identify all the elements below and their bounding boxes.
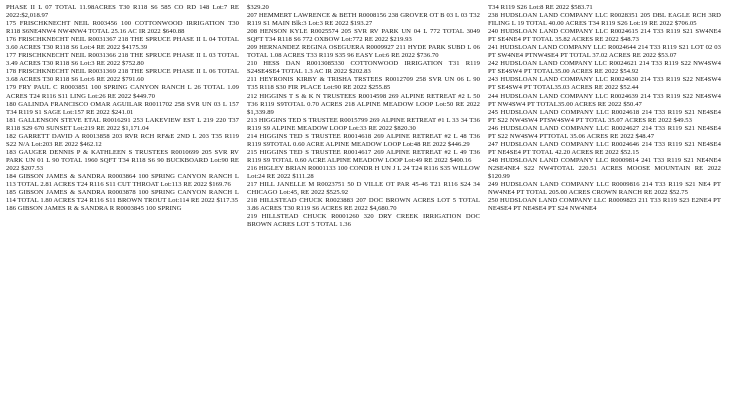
text-column-1 xyxy=(6,4,247,400)
listing-entry: 249 HUDSLOAN LAND COMPANY LLC R0009816 214 T33 R119 S21 NE4 PT NW4NE4 PT TOTAL 205.00 ACRES CROWN RANCH RE 2022 $52.75 xyxy=(488,181,721,197)
listing-entry: 179 FRY PAUL C R0003851 100 SPRING CANYON RANCH L 26 TOTAL 1.09 ACRES T24 R116 S11 LING Lot:26 RE 2022 $449.70 xyxy=(6,84,239,100)
listing-entry: 208 HENSON KYLE R0025574 205 SVR RV PARK UN 04 L 772 TOTAL 3049 SQFT T34 R118 S6 772 OXBOW Lot:772 RE 2022 $219.93 xyxy=(247,28,480,44)
listing-entry: 186 GIBSON JAMES R & SANDRA R R0003845 100 SPRING xyxy=(6,205,182,213)
listing-entry: 218 HILLSTEAD CHUCK R0023883 207 DOC BROWN ACRES LOT 5 TOTAL 3.86 ACRES T30 R119 S6 ACRES RE 2022 $4,680.70 xyxy=(247,197,480,213)
text-column-2 xyxy=(247,4,488,400)
listing-entry: 209 HERNANDEZ REGINA OSEGUERA R0009927 211 HYDE PARK SUBD L 06 TOTAL 1.08 ACRES T33 R119 S35 96 EASY Lot:6 RE 2022 $736.70 xyxy=(247,44,480,60)
listing-entry: 211 HEYRONIS KIRBY & TRISHA TRSTEES R0012709 258 SVR UN 06 L 90 T35 R118 S30 FIR PLACE Lot:90 RE 2022 $255.85 xyxy=(247,76,480,92)
listing-entry: 240 HUDSLOAN LAND COMPANY LLC R0024615 214 T33 R119 S21 SW4NE4 PT SE4NE4 PT TOTAL 35.82 ACRES RE 2022 $48.73 xyxy=(488,28,721,44)
listing-entry: 248 HUDSLOAN LAND COMPANY LLC R0009814 241 T33 R119 S21 NE4NE4 N2SE4NE4 S22 NW4TOTAL 220.51 ACRES MOOSE MOUNTAIN RE 2022 $120.99 xyxy=(488,156,721,180)
listing-entry: 243 HUDSLOAN LAND COMPANY LLC R0024630 214 T33 R119 S22 NE4SW4 PT SE4SW4 PT TOTAL35.03 ACRES RE 2022 $52.44 xyxy=(488,76,721,92)
listing-entry: 245 HUDSLOAN LAND COMPANY LLC R0024618 214 T33 R119 S21 NE4SE4 PT S22 NW4SW4 PTSW4SW4 PT TOTAL 35.07 ACRES RE 2022 $49.53 xyxy=(488,108,721,124)
listing-entry: 250 HUDSLOAN LAND COMPANY LLC R0009823 211 T33 R119 S23 E2NE4 PT NE4SE4 PT NE4SE4 PT S24 NW4NE4 xyxy=(488,197,721,213)
listing-entry: 183 GAUGER DENNIS P & KATHLEEN S TRUSTEES R0010699 205 SVR RV PARK UN 01 L 90 TOTAL 1960 SQFT T34 R118 S6 90 BUCKBOARD Lot:90 RE 2022 $207.53 xyxy=(6,148,239,172)
listing-entry: 176 FRISCHKNECHT NEIL R0031367 218 THE SPRUCE PHASE II L 04 TOTAL 3.60 ACRES T30 R118 S6 Lot:4 RE 2022 $4175.39 xyxy=(6,36,239,52)
listing-entry: 216 HIGLEY BRIAN R0001133 100 CONDR H UN J L 24 T24 R116 S35 WILLOW Lot:24 RE 2022 $111.28 xyxy=(247,164,480,180)
listing-entry: 213 HIGGINS TED S TRUSTEE R0015799 269 ALPINE RETREAT #1 L 33 34 T36 R119 S9 ALPINE MEADOW LOOP Lot:33 RE 2022 $820.30 xyxy=(247,116,480,132)
listing-entry: 180 GALINDA FRANCISCO OMAR AGUILAR R0011702 258 SVR UN 03 L 157 T34 R119 S1 SAGE Lot:157 RE 2022 $241.01 xyxy=(6,100,239,116)
listing-entry: 182 GARRETT DAVID A R0013858 203 RVR RCH RF&E 2ND L 203 T35 R119 S22 N/A Lot:203 RE 2022 $462.12 xyxy=(6,132,239,148)
text-column-3 xyxy=(488,4,729,400)
listing-entry: PHASE II L 07 TOTAL 11.98ACRES T30 R118 S6 585 CO RD 148 Lot:7 RE 2022:$2,018.97 xyxy=(6,4,239,20)
listing-entry: 215 HIGGINS TED S TRUSTEE R0014617 269 ALPINE RETREAT #2 L 49 T36 R119 S9 TOTAL 0.60 ACRE ALPINE MEADOW LOOP Lot:49 RE 2022 $400.16 xyxy=(247,148,480,164)
listing-entry: 244 HUDSLOAN LAND COMPANY LLC R0024639 214 T33 R119 S22 NE4SW4 PT NW4SW4 PT TOTAL35.00 ACRES RE 2022 $50.47 xyxy=(488,92,721,108)
listing-entry: 246 HUDSLOAN LAND COMPANY LLC R0024627 214 T33 R119 S21 NE4SE4 PT S22 NW4SW4 PTTOTAL 35.06 ACRES RE 2022 $48.47 xyxy=(488,124,721,140)
listing-entry: 210 HESS DAN R0013085330 COTTONWOOD IRRIGATION T31 R119 S24SE4SE4 TOTAL 1.3 AC IR 2022 $202.83 xyxy=(247,60,480,76)
listing-entry: 175 FRISCHKNECHT NEIL R003456 100 COTTONWOOD IRRIGATION T30 R118 S6NE4NW4 NW4NW4 TOTAL 25.16 AC IR 2022 $640.88 xyxy=(6,20,239,36)
listing-entry: 178 FRISCHKNECHT NEIL R0031369 218 THE SPRUCE PHASE II L 06 TOTAL 3.68 ACRES T30 R118 S6 Lot:6 RE 2022 $791.60 xyxy=(6,68,239,84)
listing-entry: 241 HUDSLOAN LAND COMPANY LLC R0024644 214 T33 R119 S21 LOT 02 03 PT SW4NE4 PTNW4SE4 PT TOTAL 37.02 ACRES RE 2022 $53.07 xyxy=(488,44,721,60)
listing-entry: $329.20 xyxy=(247,4,269,11)
listing-entry: 185 GIBSON JAMES & SANDRA R0003878 100 SPRING CANYON RANCH L 114 TOTAL 1.80 ACRES T24 R116 S11 BROWN TROUT Lot:114 RE 2022 $117.35 xyxy=(6,189,239,205)
listing-entry: 247 HUDSLOAN LAND COMPANY LLC R0024646 214 T33 R119 S21 NE4SE4 PT NE4SE4 PT TOTAL 42.20 ACRES RE 2022 $52.15 xyxy=(488,140,721,156)
listing-entry: 212 HIGGINS T S & K N TRUSTEES R0014598 269 ALPINE RETREAT #2 L 50 T36 R119 S9TOTAL 0.70 ACRES 218 ALPINE MEADOW LOOP Lot:50 RE 2022 $1,339.89 xyxy=(247,92,480,116)
listing-entry: T34 R119 S26 Lot:8 RE 2022 $583.71 xyxy=(488,4,593,11)
listing-entry: 177 FRISCHKNECHT NEIL R0031366 218 THE SPRUCE PHASE II L 03 TOTAL 3.49 ACRES T30 R118 S6 Lot:3 RE 2022 $752.80 xyxy=(6,52,239,68)
listing-entry: 242 HUDSLOAN LAND COMPANY LLC R0024621 214 T33 R119 S22 NW4SW4 PT SE4SW4 PT TOTAL35.00 ACRES RE 2022 $54.92 xyxy=(488,60,721,76)
listing-entry: 207 HEMMERT LAWRENCE & BETH R0008156 238 GROVER OT B 03 L 03 T32 R119 S1 MAIN Blk:3 Lot:3 RE 2022 $193.27 xyxy=(247,12,480,28)
listing-entry: 238 HUDSLOAN LAND COMPANY LLC R0028351 205 DBL EAGLE RCH 3RD FILING L 19 TOTAL 40.00 ACRES T34 R119 S26 Lot:19 RE 2022 $706.05 xyxy=(488,12,721,28)
listing-entry: 184 GIBSON JAMES & SANDRA R0003864 100 SPRING CANYON RANCH L 113 TOTAL 2.81 ACRES T24 R116 S11 CUT THROAT Lot:113 RE 2022 $169.76 xyxy=(6,172,239,189)
listing-entry: 214 HIGGINS TED S TRUSTEE R0014618 269 ALPINE RETREAT #2 L 48 T36 R119 S9TOTAL 0.60 ACRE ALPINE MEADOW LOOP Lot:48 RE 2022 $446.29 xyxy=(247,132,480,148)
listing-entry: 181 GALLENSON STEVE ETAL R0016291 253 LAKEVIEW EST L 219 220 T37 R118 S29 670 SUNSET Lot:219 RE 2022 $1,171.04 xyxy=(6,116,239,132)
listing-entry: 217 HILL JANELLE M R0023751 50 D VILLE OT PAR 45-46 T21 R116 S24 34 CHICAGO Lot:45, RE 2022 $525.92 xyxy=(247,181,480,197)
listing-entry: 219 HILLSTEAD CHUCK R0001260 320 DRY CREEK IRRIGATION DOC BROWN ACRES LOT 5 TOTAL 1.36 xyxy=(247,213,480,229)
